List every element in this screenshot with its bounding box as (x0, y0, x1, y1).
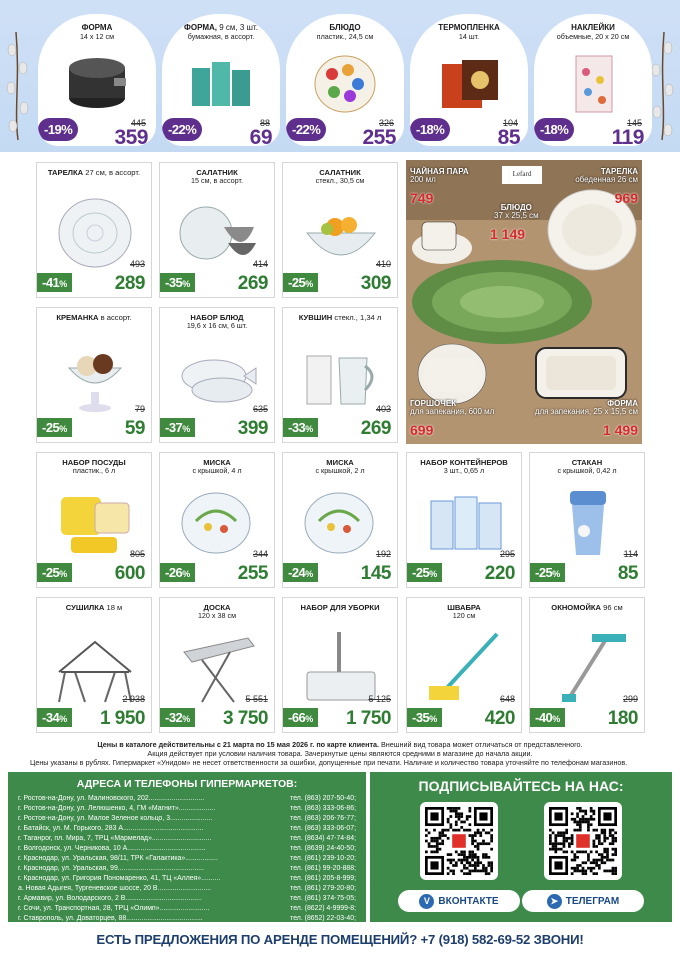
discount-badge: -19% (38, 118, 78, 141)
price: 269 (360, 418, 391, 439)
phone-text[interactable]: тел. (861) 279-20-80; (290, 885, 356, 892)
discount-badge: -18% (410, 118, 450, 141)
product-subtitle: 14 шт. (458, 32, 480, 42)
phone-text[interactable]: тел. (8634) 47-74-84; (290, 835, 356, 842)
discount-badge: -25% (283, 273, 318, 292)
product-subtitle: пластик., 24,5 см (316, 32, 374, 42)
phone-text[interactable]: тел. (863) 207-50-40; (290, 795, 356, 802)
fish-plates-icon (178, 342, 258, 414)
sponge-mop-icon (425, 632, 505, 704)
old-price: 403 (375, 404, 391, 414)
address-text: г. Сочи, ул. Транспортная, 28, ТРЦ «Олимп».......................... (18, 905, 210, 912)
address-row (18, 914, 356, 924)
pot-label: ГОРШОЧЕК для запекания, 600 мл (410, 399, 495, 417)
price: 145 (360, 563, 391, 584)
product-card[interactable] (406, 452, 522, 588)
address-text: г. Армавир, ул. Володарского, 2 В........................................ (18, 895, 202, 902)
product-subtitle: 14 x 12 см (79, 32, 115, 42)
product-subtitle: с крышкой, 0,42 л (557, 466, 617, 476)
plate-price: 969 (614, 190, 638, 206)
product-card[interactable] (159, 597, 275, 733)
product-card[interactable] (406, 597, 522, 733)
top-product-card[interactable] (410, 14, 528, 146)
qr-code-icon (425, 807, 493, 875)
phone-text[interactable]: тел. (8443) 20-47-57. (290, 925, 356, 932)
willow-branch-icon (650, 30, 676, 142)
terms-line-2: Акция действует при условии наличия товара. Зачеркнутые цены являются средними в магазине до начала акции. (147, 749, 533, 759)
product-subtitle: объемные, 20 x 20 см (556, 32, 630, 42)
vk-qr-code[interactable] (420, 802, 498, 880)
discount-badge: -26% (160, 563, 195, 582)
address-row (18, 894, 356, 904)
address-row (18, 904, 356, 914)
price: 309 (360, 273, 391, 294)
address-row (18, 814, 356, 824)
address-text: г. Краснодар, ул. Уральская, 99............................................. (18, 865, 204, 872)
product-title: КРЕМАНКА в ассорт. (56, 313, 132, 322)
picnic-set-icon (55, 487, 135, 559)
discount-badge: -40% (530, 708, 565, 727)
product-title: НАБОР БЛЮД 19,6 x 16 см, 6 шт. (160, 314, 274, 330)
old-price: 104 (502, 118, 518, 128)
price: 1 750 (345, 708, 391, 729)
shrink-film-icon (436, 54, 502, 114)
product-card[interactable] (159, 307, 275, 443)
product-card[interactable] (36, 597, 152, 733)
product-subtitle: с крышкой, 2 л (315, 466, 365, 476)
price: 359 (114, 126, 148, 146)
old-price: 2 938 (122, 694, 145, 704)
egg-plate-icon (312, 54, 378, 114)
bowl-lid-icon (178, 487, 258, 559)
product-card[interactable] (282, 307, 398, 443)
old-price: 493 (129, 259, 145, 269)
form-price: 1 499 (602, 422, 638, 438)
address-text: г. Ставрополь, ул. Доваторцев, 88........................................ (18, 915, 203, 922)
discount-badge: -25% (530, 563, 565, 582)
discount-badge: -35% (407, 708, 442, 727)
old-price: 5 125 (368, 694, 391, 704)
discount-badge: -25% (37, 418, 72, 437)
store-addresses (8, 772, 366, 932)
old-price: 445 (130, 118, 146, 128)
address-text: г. Ростов-на-Дону, ул. Малиновского, 202............................. (18, 795, 205, 802)
old-price: 145 (626, 118, 642, 128)
old-price: 299 (622, 694, 638, 704)
vkontakte-label: ВКОНТАКТЕ (438, 895, 499, 907)
product-subtitle: стекл., 30,5 см (315, 176, 365, 186)
phone-text[interactable]: тел. (863) 333-06-07; (290, 825, 356, 832)
old-price: 79 (134, 404, 145, 414)
phone-text[interactable]: тел. (861) 205-8-999; (290, 875, 356, 882)
discount-badge: -25% (407, 563, 442, 582)
top-product-card[interactable] (162, 14, 280, 146)
price: 255 (362, 126, 396, 146)
product-title: НАБОР ПОСУДЫ пластик., 6 л (37, 459, 151, 475)
address-row (18, 884, 356, 894)
product-subtitle: пластик., 6 л (72, 466, 116, 476)
discount-badge: -24% (283, 563, 318, 582)
pot-price: 699 (410, 422, 434, 438)
top-product-card[interactable] (38, 14, 156, 146)
product-card[interactable] (529, 452, 645, 588)
product-subtitle: 120 x 38 см (197, 611, 237, 621)
old-price: 114 (623, 549, 638, 559)
telegram-label: ТЕЛЕГРАМ (565, 895, 620, 907)
address-row (18, 874, 356, 884)
product-title: ШВАБРА 120 см (407, 604, 521, 620)
vk-icon: V (419, 894, 434, 909)
tableware-feature-photo[interactable] (406, 160, 642, 444)
product-subtitle: бумажная, в ассорт. (187, 32, 255, 42)
old-price: 192 (375, 549, 391, 559)
discount-badge: -35% (160, 273, 195, 292)
top-product-card[interactable] (286, 14, 404, 146)
terms-line-3: Цены указаны в рублях. Гипермаркет «Унидом» не несет ответственности за ошибки, допущенные при печати. Наличие и количество товара уточняйте по телефонам магазинов. (30, 758, 628, 768)
willow-branch-icon (4, 30, 30, 142)
discount-badge: -18% (534, 118, 574, 141)
containers-icon (425, 487, 505, 559)
phone-text[interactable]: тел. (863) 206-76-77; (290, 815, 356, 822)
terms-notes (30, 740, 650, 768)
phone-text[interactable]: тел. (863) 333-06-86; (290, 805, 356, 812)
address-row (18, 794, 356, 804)
address-text: г. Краснодар, ул. Уральская, 98/11, ТРК «Галактика»................. (18, 855, 218, 862)
addresses-heading: АДРЕСА И ТЕЛЕФОНЫ ГИПЕРМАРКЕТОВ: (76, 778, 298, 790)
price: 289 (114, 273, 145, 294)
vkontakte-button[interactable] (398, 890, 520, 912)
tg-qr-code[interactable] (544, 802, 622, 880)
product-title: МИСКА с крышкой, 4 л (160, 459, 274, 475)
address-row (18, 834, 356, 844)
product-card[interactable] (282, 162, 398, 298)
cup-price: 749 (410, 190, 434, 206)
price: 85 (497, 126, 520, 146)
product-card[interactable] (36, 162, 152, 298)
product-title: ОКНОМОЙКА 96 см (551, 603, 623, 612)
product-card[interactable] (282, 597, 398, 733)
tumbler-icon (548, 487, 628, 559)
product-title: МИСКА с крышкой, 2 л (283, 459, 397, 475)
old-price: 88 (259, 118, 270, 128)
bowl-lid-icon (301, 487, 381, 559)
price: 59 (124, 418, 145, 439)
jug-icon (301, 342, 381, 414)
discount-badge: -33% (283, 418, 318, 437)
product-title: СТАКАН с крышкой, 0,42 л (530, 459, 644, 475)
addresses-list (18, 794, 356, 934)
address-text: г. Батайск, ул. М. Горького, 283 А.......................................... (18, 825, 204, 832)
top-product-card[interactable] (534, 14, 652, 146)
discount-badge: -34% (37, 708, 72, 727)
fruit-bowl-icon (301, 197, 381, 269)
address-text: г. Волжский, ул. Александрова, 8 В..................................... (18, 925, 201, 932)
product-title: НАБОР КОНТЕЙНЕРОВ 3 шт., 0,65 л (407, 459, 521, 475)
product-title: НАБОР ДЛЯ УБОРКИ (300, 603, 380, 612)
product-card[interactable] (529, 597, 645, 733)
window-squeegee-icon (548, 632, 628, 704)
price: 420 (484, 708, 515, 729)
discount-badge: -22% (162, 118, 202, 141)
rent-offer-banner: ЕСТЬ ПРЕДЛОЖЕНИЯ ПО АРЕНДЕ ПОМЕЩЕНИЙ? +7 (918) 582-69-52 ЗВОНИ! (96, 932, 584, 947)
product-title: КУВШИН стекл., 1,34 л (298, 313, 382, 322)
discount-badge: -25% (37, 563, 72, 582)
product-title: ТАРЕЛКА 27 см, в ассорт. (47, 168, 141, 177)
plate-label: ТАРЕЛКА обеденная 26 см (575, 167, 638, 185)
phone-text[interactable]: тел. (861) 99-20-888; (290, 865, 356, 872)
product-title: ФОРМА, 9 см, 3 шт. бумажная, в ассорт. (162, 24, 280, 41)
address-text: г. Ростов-на-Дону, ул. Лелюшенко, 4, ГМ «Магнит»................... (18, 805, 216, 812)
old-price: 410 (375, 259, 391, 269)
paper-molds-icon (188, 54, 254, 114)
baking-pan-icon (64, 54, 130, 114)
product-title: СУШИЛКА 18 м (65, 603, 123, 612)
product-subtitle: 15 см, в ассорт. (191, 176, 243, 186)
product-card[interactable] (36, 452, 152, 588)
price: 255 (237, 563, 268, 584)
old-price: 5 551 (245, 694, 268, 704)
product-title: САЛАТНИК стекл., 30,5 см (283, 169, 397, 185)
product-title: ТЕРМОПЛЕНКА 14 шт. (410, 24, 528, 41)
address-row (18, 804, 356, 814)
address-row (18, 824, 356, 834)
product-subtitle: 3 шт., 0,65 л (443, 466, 485, 476)
product-title: ДОСКА 120 x 38 см (160, 604, 274, 620)
terms-line-1: Цены в каталоге действительны с 21 марта по 15 мая 2026 г. по карте клиента. Внешний вид товара может отличаться от представленного. (97, 740, 583, 749)
discount-badge: -32% (160, 708, 195, 727)
subscribe-heading: ПОДПИСЫВАЙТЕСЬ НА НАС: (418, 778, 624, 794)
qr-code-icon (549, 807, 617, 875)
stickers-icon (560, 54, 626, 114)
old-price: 414 (252, 259, 268, 269)
address-row (18, 864, 356, 874)
price: 269 (237, 273, 268, 294)
address-row (18, 844, 356, 854)
address-text: г. Ростов-на-Дону, ул. Малое Зеленое кольцо, 3...................... (18, 815, 213, 822)
address-text: а. Новая Адыгея, Тургеневское шоссе, 20 В............................ (18, 885, 212, 892)
price: 85 (617, 563, 638, 584)
subscribe-panel (370, 772, 672, 922)
phone-text[interactable]: тел. (8639) 24-40-50; (290, 845, 356, 852)
telegram-icon: ➤ (547, 894, 562, 909)
cup-label: ЧАЙНАЯ ПАРА 200 мл (410, 167, 469, 185)
phone-text[interactable]: тел. (861) 239-10-20; (290, 855, 356, 862)
product-title: БЛЮДО пластик., 24,5 см (286, 24, 404, 41)
product-subtitle: 120 см (452, 611, 476, 621)
glass-plate-icon (55, 197, 135, 269)
old-price: 805 (129, 549, 145, 559)
product-title: САЛАТНИК 15 см, в ассорт. (160, 169, 274, 185)
price: 180 (607, 708, 638, 729)
discount-badge: -37% (160, 418, 195, 437)
old-price: 295 (499, 549, 515, 559)
product-subtitle: с крышкой, 4 л (192, 466, 242, 476)
price: 399 (237, 418, 268, 439)
old-price: 648 (499, 694, 515, 704)
product-card[interactable] (36, 307, 152, 443)
lefard-logo: Lefard (512, 170, 532, 178)
address-text: г. Краснодар, ул. Григория Пономаренко, 41, ТЦ «Аллея».......... (18, 875, 221, 882)
price: 220 (484, 563, 515, 584)
phone-text[interactable]: тел. (8652) 22-03-40; (290, 915, 356, 922)
old-price: 344 (252, 549, 268, 559)
price: 119 (611, 126, 644, 146)
dish-price: 1 149 (490, 226, 526, 242)
discount-badge: -41% (37, 273, 72, 292)
product-card[interactable] (159, 452, 275, 588)
address-text: г. Таганрог, пл. Мира, 7, ТРЦ «Мармелад»............................... (18, 835, 212, 842)
old-price: 326 (378, 118, 394, 128)
price: 1 950 (99, 708, 145, 729)
form-label: ФОРМА для запекания, 25 x 15,5 см (534, 399, 638, 417)
discount-badge: -66% (283, 708, 318, 727)
price: 600 (114, 563, 145, 584)
product-title: ФОРМА 14 x 12 см (38, 24, 156, 41)
price: 3 750 (222, 708, 268, 729)
product-title: НАКЛЕЙКИ объемные, 20 x 20 см (534, 24, 652, 41)
dessert-cup-icon (55, 342, 135, 414)
product-subtitle: 19,6 x 16 см, 6 шт. (186, 321, 248, 331)
dish-label: БЛЮДО 37 x 25,5 см (494, 203, 539, 221)
price: 69 (249, 126, 272, 146)
salad-bowls-icon (178, 197, 258, 269)
address-text: г. Волгодонск, ул. Черникова, 10 А......................................... (18, 845, 206, 852)
telegram-button[interactable] (522, 890, 644, 912)
product-card[interactable] (159, 162, 275, 298)
address-row (18, 854, 356, 864)
discount-badge: -22% (286, 118, 326, 141)
old-price: 635 (252, 404, 268, 414)
phone-text[interactable]: тел. (861) 374-75-05; (290, 895, 356, 902)
phone-text[interactable]: тел. (8622) 4-9999-8; (290, 905, 356, 912)
product-card[interactable] (282, 452, 398, 588)
